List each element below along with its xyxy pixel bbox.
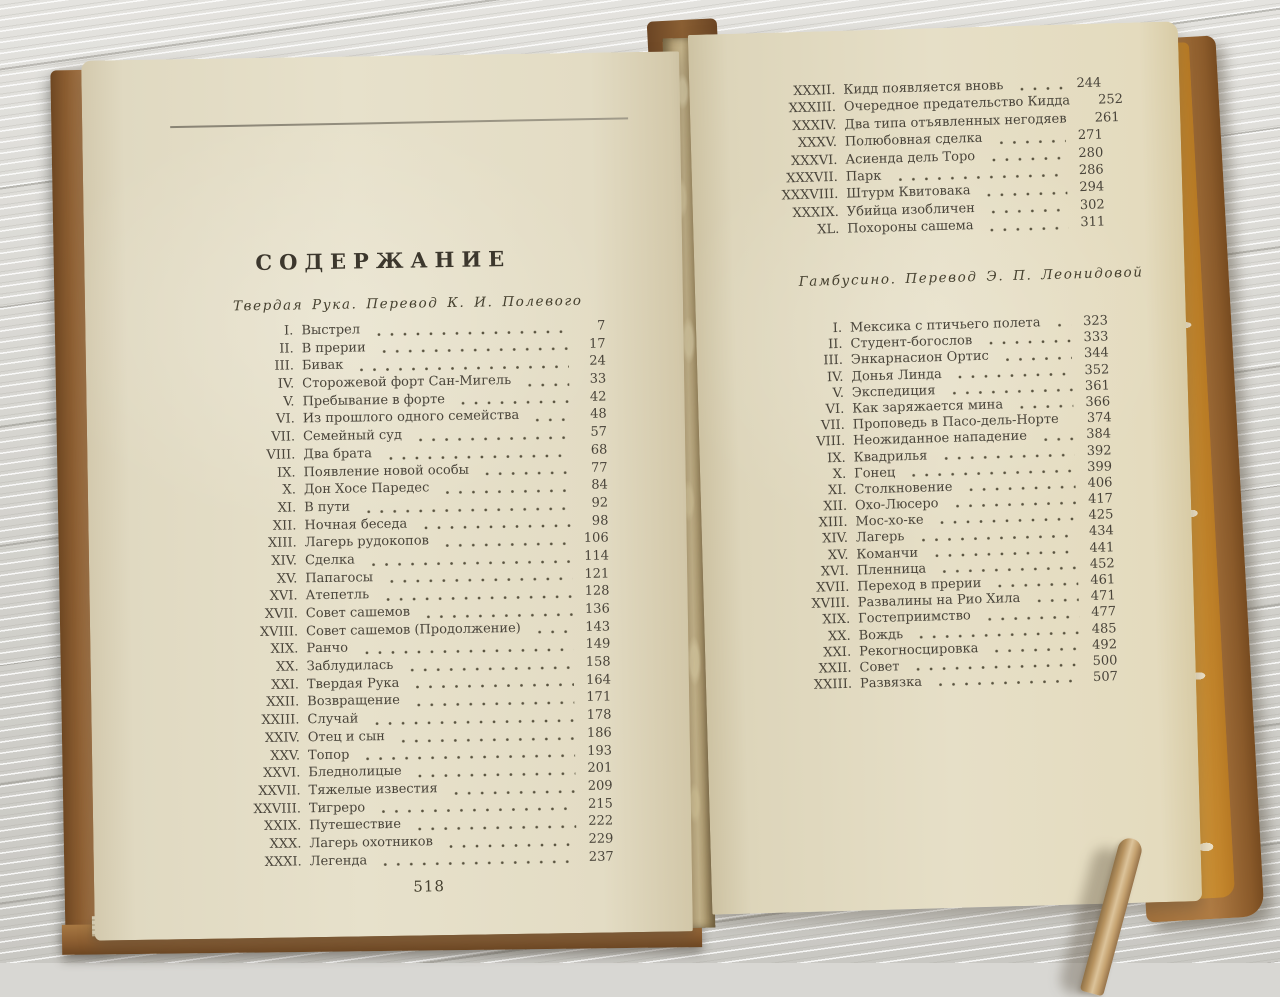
chapter-numeral: XXII. <box>818 660 852 677</box>
dot-leader <box>991 581 1078 588</box>
chapter-title: Гонец <box>853 465 896 482</box>
dot-leader <box>439 540 572 547</box>
chapter-numeral: XIII. <box>818 514 848 531</box>
chapter-numeral: XIX. <box>270 641 299 658</box>
chapter-numeral: XIV. <box>271 553 298 569</box>
chapter-page-number: 24 <box>589 353 607 370</box>
chapter-title: Штурм Квитовака <box>846 183 971 202</box>
chapter-numeral: XV. <box>827 547 849 563</box>
chapter-page-number: 7 <box>596 318 606 334</box>
chapter-page-number: 294 <box>1079 179 1105 196</box>
chapter-numeral: XXXV. <box>797 135 838 152</box>
dot-leader <box>948 500 1076 509</box>
dot-leader <box>981 613 1079 621</box>
chapter-title: Совет <box>859 659 900 676</box>
toc-list-gambusino <box>748 313 1118 695</box>
chapter-title: Рекогносцировка <box>858 640 979 660</box>
chapter-numeral: XXVII. <box>258 783 301 799</box>
dot-leader <box>383 575 572 583</box>
chapter-numeral: XXIV. <box>264 730 300 746</box>
chapter-numeral: XVIII. <box>259 624 299 640</box>
chapter-page-number: 215 <box>587 796 613 812</box>
dot-leader <box>359 752 575 760</box>
dot-leader <box>395 735 575 743</box>
dot-leader <box>985 207 1068 214</box>
dot-leader <box>376 346 569 354</box>
chapter-title: Путешествие <box>309 817 402 834</box>
chapter-title: Развязка <box>859 674 923 692</box>
dot-leader <box>420 611 573 618</box>
dot-leader <box>455 399 570 406</box>
chapter-title: Появление новой особы <box>303 462 470 480</box>
chapter-numeral: XXXVII. <box>786 169 839 187</box>
chapter-page-number: 286 <box>1078 162 1104 179</box>
dot-leader <box>913 629 1080 639</box>
chapter-title: Случай <box>307 711 359 728</box>
dot-leader <box>353 363 569 371</box>
chapter-page-number: 128 <box>584 583 610 600</box>
chapter-numeral: III. <box>274 358 295 375</box>
dot-leader <box>1080 102 1086 107</box>
chapter-title: Лагерь рудокопов <box>304 533 430 551</box>
chapter-page-number: 477 <box>1091 604 1117 621</box>
chapter-title: Сторожевой форт Сан-Мигель <box>302 373 512 392</box>
chapter-numeral: XXXIII. <box>788 100 837 117</box>
chapter-numeral: XVII. <box>816 579 850 596</box>
chapter-title: В прерии <box>301 340 366 357</box>
chapter-page-number: 42 <box>589 389 607 405</box>
dot-leader <box>412 770 576 778</box>
chapter-numeral: XXX. <box>269 836 302 852</box>
toc-subtitle: Твердая Рука. Перевод К. И. Полевого <box>232 292 583 315</box>
chapter-numeral: XXXIX. <box>792 204 840 221</box>
chapter-numeral: XIII. <box>267 535 297 552</box>
chapter-title: Вождь <box>858 626 904 644</box>
chapter-title: В пути <box>304 499 351 516</box>
chapter-page-number: 222 <box>588 813 614 830</box>
chapter-numeral: XXXVI. <box>790 152 838 169</box>
chapter-page-number: 302 <box>1079 197 1105 213</box>
chapter-page-number: 352 <box>1084 361 1110 378</box>
chapter-title: Донья Линда <box>851 366 942 385</box>
chapter-title: Бледнолицые <box>308 763 402 781</box>
chapter-numeral: XI. <box>277 500 297 516</box>
chapter-page-number: 311 <box>1080 214 1106 231</box>
chapter-title: Асиенда дель Торо <box>845 148 976 168</box>
chapter-page-number: 461 <box>1090 572 1116 588</box>
chapter-numeral: II. <box>279 341 294 357</box>
chapter-page-number: 244 <box>1076 75 1102 92</box>
chapter-title: Два типа отъявленных негодяев <box>844 111 1067 133</box>
chapter-page-number: 323 <box>1082 313 1109 330</box>
toc-list-tverdaya-ruka-continued <box>741 75 1124 242</box>
dot-leader <box>358 646 573 654</box>
dot-leader <box>914 532 1077 542</box>
chapter-page-number: 17 <box>588 336 606 352</box>
chapter-numeral: XXVI. <box>263 765 301 782</box>
right-page <box>688 21 1202 914</box>
dot-leader <box>981 189 1068 196</box>
chapter-title: Пленница <box>856 561 927 579</box>
chapter-numeral: III. <box>823 353 844 369</box>
chapter-numeral: IV. <box>826 369 844 385</box>
chapter-numeral: VII. <box>271 429 296 445</box>
dot-leader <box>377 858 577 866</box>
chapter-numeral: VII. <box>820 417 845 434</box>
chapter-page-number: 252 <box>1097 92 1124 108</box>
chapter-title: Сделка <box>304 552 355 569</box>
chapter-page-number: 33 <box>589 371 607 387</box>
chapter-title: Твердая Рука <box>306 675 400 693</box>
chapter-numeral: XII. <box>823 498 848 515</box>
dot-leader <box>1069 419 1075 424</box>
chapter-page-number: 136 <box>584 601 610 617</box>
chapter-numeral: VI. <box>276 411 295 428</box>
chapter-title: Атепетль <box>305 587 370 604</box>
chapter-title: Развалины на Рио Хила <box>857 591 1021 611</box>
dot-leader <box>531 628 573 634</box>
chapter-numeral: V. <box>283 394 295 410</box>
dot-leader <box>934 516 1077 525</box>
chapter-numeral: XI. <box>827 482 847 499</box>
chapter-page-number: 441 <box>1089 539 1115 556</box>
chapter-page-number: 500 <box>1092 653 1118 669</box>
chapter-title: Экспедиция <box>851 382 936 401</box>
dot-leader <box>1077 119 1083 124</box>
chapter-page-number: 92 <box>591 495 609 511</box>
chapter-title: Парк <box>845 168 882 185</box>
dot-leader <box>370 328 568 336</box>
chapter-numeral: XII. <box>272 517 297 534</box>
chapter-title: Гостеприимство <box>857 608 972 627</box>
folio-page-number: 518 <box>413 877 446 896</box>
chapter-page-number: 48 <box>590 406 607 423</box>
chapter-page-number: 68 <box>590 442 608 458</box>
dot-leader <box>936 564 1078 573</box>
dot-leader <box>905 467 1075 477</box>
chapter-title: Убийца изобличен <box>846 200 976 220</box>
chapter-page-number: 84 <box>591 477 608 493</box>
chapter-page-number: 366 <box>1085 394 1111 410</box>
chapter-page-number: 57 <box>590 424 608 440</box>
chapter-page-number: 344 <box>1083 345 1110 362</box>
chapter-page-number: 178 <box>586 707 612 724</box>
chapter-page-number: 452 <box>1089 556 1115 572</box>
dot-leader <box>409 682 574 690</box>
dot-leader <box>403 664 573 672</box>
header-rule <box>170 117 628 128</box>
chapter-title: Папагосы <box>305 569 374 586</box>
chapter-title: Охо-Люсеро <box>854 496 939 514</box>
chapter-numeral: XXIII. <box>813 676 853 693</box>
chapter-title: Квадрилья <box>853 447 928 466</box>
chapter-page-number: 114 <box>584 548 610 564</box>
dot-leader <box>1013 85 1064 91</box>
dot-leader <box>365 558 572 566</box>
dot-leader <box>521 381 569 387</box>
chapter-title: Возвращение <box>307 693 401 710</box>
chapter-title: Энкарнасион Ортис <box>850 349 990 368</box>
dot-leader <box>360 505 571 513</box>
chapter-numeral: XXI. <box>271 677 300 693</box>
chapter-title: Мексика с птичьего полета <box>849 315 1041 336</box>
dot-leader <box>382 452 570 460</box>
chapter-title: Переход в прерии <box>857 576 982 595</box>
chapter-title: Команчи <box>856 545 919 563</box>
dot-leader <box>529 416 570 422</box>
chapter-title: Очередное предательство Кидда <box>843 93 1071 116</box>
chapter-title: Лагерь <box>855 529 905 546</box>
chapter-page-number: 492 <box>1091 637 1118 653</box>
chapter-numeral: VIII. <box>266 447 296 463</box>
dot-leader <box>952 370 1073 378</box>
chapter-numeral: XXXII. <box>793 82 836 100</box>
dot-leader <box>412 434 570 441</box>
dot-leader <box>984 224 1069 231</box>
dot-leader <box>937 451 1074 460</box>
dot-leader <box>982 338 1071 345</box>
chapter-title: Проповедь в Пасо-дель-Норте <box>852 411 1059 433</box>
chapter-numeral: XXVIII. <box>253 800 302 817</box>
chapter-page-number: 229 <box>588 831 614 847</box>
chapter-page-number: 507 <box>1092 669 1119 686</box>
chapter-page-number: 171 <box>586 689 612 706</box>
chapter-title: Как заряжается мина <box>852 397 1004 417</box>
dot-leader <box>932 678 1081 687</box>
chapter-page-number: 425 <box>1088 507 1114 524</box>
chapter-numeral: XIV. <box>822 531 849 547</box>
chapter-title: Тигреро <box>308 799 366 816</box>
chapter-page-number: 384 <box>1086 426 1112 443</box>
chapter-numeral: XXXI. <box>264 854 302 870</box>
dot-leader <box>999 354 1072 361</box>
chapter-page-number: 406 <box>1087 475 1113 491</box>
chapter-title: Два брата <box>303 446 373 463</box>
chapter-numeral: XXI. <box>823 644 852 661</box>
chapter-numeral: XX. <box>827 628 851 644</box>
chapter-title: Дон Хосе Паредес <box>303 480 430 498</box>
dot-leader <box>1051 322 1072 328</box>
chapter-title: Ранчо <box>306 641 349 657</box>
chapter-title: Студент-богослов <box>850 333 973 352</box>
chapter-page-number: 280 <box>1078 145 1104 161</box>
dot-leader <box>985 154 1066 161</box>
dot-leader <box>379 593 572 601</box>
chapter-numeral: XXXVIII. <box>781 187 839 204</box>
chapter-page-number: 399 <box>1086 459 1113 475</box>
chapter-page-number: 201 <box>587 760 613 777</box>
chapter-numeral: V. <box>832 385 845 401</box>
chapter-page-number: 361 <box>1084 378 1110 394</box>
chapter-page-number: 121 <box>584 566 610 582</box>
dot-leader <box>962 483 1075 491</box>
chapter-numeral: I. <box>832 320 843 337</box>
chapter-page-number: 392 <box>1086 442 1112 459</box>
dot-leader <box>417 522 571 529</box>
chapter-numeral: XX. <box>275 659 299 675</box>
chapter-numeral: IX. <box>826 450 846 466</box>
chapter-page-number: 77 <box>590 460 608 476</box>
chapter-title: Похороны сашема <box>847 218 974 237</box>
chapter-title: Неожиданное нападение <box>853 429 1028 449</box>
dot-leader <box>375 805 576 813</box>
dot-leader <box>410 699 574 707</box>
chapter-title: Полюбовная сделка <box>844 131 983 150</box>
chapter-numeral: IV. <box>277 376 295 392</box>
dot-leader <box>988 645 1080 653</box>
dot-leader <box>368 717 574 725</box>
chapter-numeral: XL. <box>817 221 840 238</box>
chapter-page-number: 143 <box>585 619 611 635</box>
chapter-numeral: XVII. <box>264 606 298 622</box>
chapter-numeral: VI. <box>825 401 845 418</box>
chapter-title: Из прошлого одного семейства <box>302 408 520 427</box>
chapter-title: Ночная беседа <box>304 516 408 533</box>
chapter-page-number: 209 <box>587 778 613 794</box>
dot-leader <box>443 841 577 848</box>
chapter-numeral: XXXIV. <box>792 117 837 134</box>
chapter-numeral: XXIX. <box>264 818 302 835</box>
chapter-title: Пребывание в форте <box>302 391 446 410</box>
chapter-numeral: XXII. <box>266 694 300 711</box>
chapter-title: Легенда <box>309 852 368 869</box>
chapter-title: Отец и сын <box>307 728 386 746</box>
section-header-gambusino: Гамбусино. Перевод Э. П. Леонидовой <box>798 264 1144 291</box>
dot-leader <box>439 487 571 494</box>
chapter-numeral: XV. <box>276 571 298 587</box>
dot-leader <box>1013 403 1073 410</box>
chapter-page-number: 237 <box>588 849 614 865</box>
chapter-page-number: 271 <box>1077 127 1103 144</box>
dot-leader <box>479 469 571 475</box>
left-page <box>81 51 693 940</box>
chapter-title: Мос-хо-ке <box>855 512 924 530</box>
chapter-page-number: 98 <box>591 513 609 529</box>
chapter-page-number: 149 <box>585 636 611 653</box>
dot-leader <box>1037 435 1074 441</box>
chapter-page-number: 434 <box>1088 523 1115 540</box>
chapter-title: Выстрел <box>301 322 361 339</box>
chapter-page-number: 333 <box>1083 329 1109 346</box>
chapter-page-number: 485 <box>1091 620 1117 637</box>
toc-title: СОДЕРЖАНИЕ <box>255 246 512 276</box>
dot-leader <box>945 386 1072 395</box>
chapter-numeral: XVIII. <box>811 595 850 612</box>
chapter-title: Совет сашемов (Продолжение) <box>306 620 521 639</box>
dot-leader <box>992 137 1066 144</box>
chapter-numeral: II. <box>827 337 843 353</box>
dot-leader <box>891 172 1067 182</box>
chapter-numeral: X. <box>832 466 847 482</box>
chapter-page-number: 106 <box>583 530 609 547</box>
dot-leader <box>928 548 1077 557</box>
dot-leader <box>448 788 576 795</box>
chapter-title: Кидд появляется вновь <box>843 78 1004 98</box>
chapter-title: Совет сашемов <box>305 604 411 622</box>
chapter-title: Заблудилась <box>306 657 394 675</box>
chapter-page-number: 158 <box>585 654 611 670</box>
chapter-title: Бивак <box>301 358 344 374</box>
chapter-numeral: IX. <box>276 464 296 481</box>
chapter-title: Лагерь охотников <box>309 834 433 852</box>
dot-leader <box>411 823 576 831</box>
dot-leader <box>910 661 1081 671</box>
chapter-page-number: 186 <box>586 725 612 741</box>
chapter-title: Столкновение <box>854 479 953 498</box>
chapter-numeral: XVI. <box>820 563 850 580</box>
chapter-page-number: 417 <box>1087 491 1114 508</box>
chapter-page-number: 374 <box>1086 410 1112 427</box>
chapter-page-number: 261 <box>1094 109 1120 126</box>
chapter-numeral: XXV. <box>270 747 301 764</box>
chapter-numeral: X. <box>282 482 297 498</box>
chapter-title: Семейный суд <box>302 427 403 445</box>
dot-leader <box>1030 597 1079 603</box>
chapter-numeral: VIII. <box>816 434 846 450</box>
chapter-title: Тяжелые известия <box>308 781 438 799</box>
chapter-page-number: 164 <box>585 672 612 688</box>
chapter-numeral: XXIII. <box>261 712 300 729</box>
chapter-page-number: 193 <box>587 742 613 759</box>
toc-list-tverdaya-ruka <box>213 319 614 873</box>
chapter-numeral: XVI. <box>269 588 298 605</box>
chapter-title: Топор <box>307 747 350 763</box>
chapter-page-number: 471 <box>1090 588 1116 605</box>
chapter-numeral: XIX. <box>822 612 851 628</box>
chapter-numeral: I. <box>283 323 294 339</box>
